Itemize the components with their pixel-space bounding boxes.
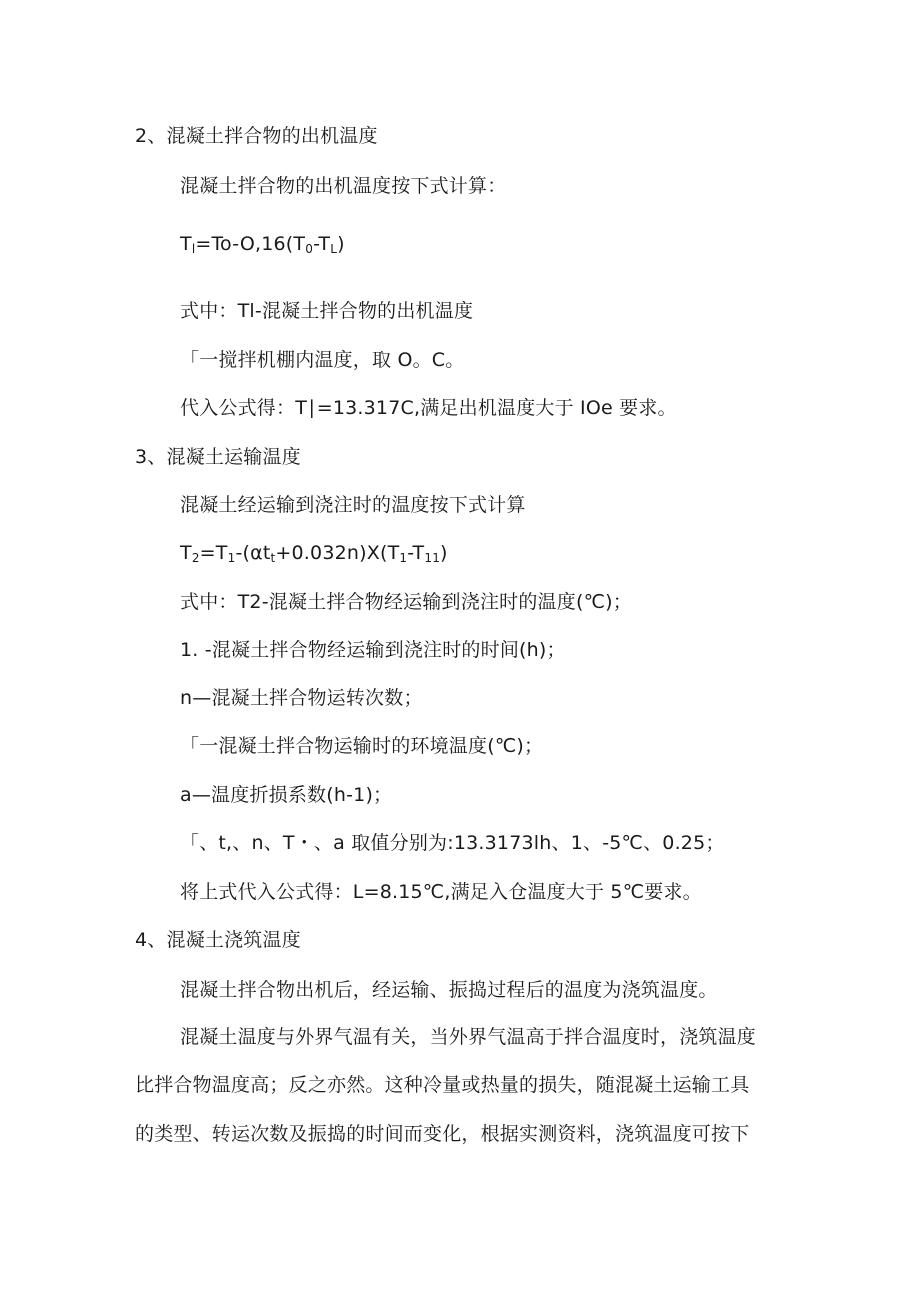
section-3-item-2: n—混凝土拌合物运转次数； (180, 687, 423, 709)
section-3-formula (180, 541, 448, 565)
formula-subscript: 11 (424, 551, 441, 565)
section-2-item-1: 「一搅拌机棚内温度，取 O。C。 (180, 349, 465, 371)
section-3-result: 将上式代入公式得：L=8.15℃,满足入仓温度大于 5℃要求。 (180, 881, 702, 903)
formula-text: =To-O,16(T (195, 233, 306, 255)
formula-text: -T (313, 233, 331, 255)
section-3-item-1: 1. -混凝土拌合物经运输到浇注时的时间(h)； (180, 639, 566, 661)
section-2-where: 式中：Tl-混凝土拌合物的出机温度 (180, 300, 474, 322)
formula-subscript: 1 (399, 551, 408, 565)
formula-text: +0.032n)X(T (275, 542, 400, 564)
formula-subscript: 2 (191, 551, 200, 565)
section-2-heading: 2、混凝土拌合物的出机温度 (135, 125, 378, 147)
section-4-heading: 4、混凝土浇筑温度 (135, 929, 301, 951)
section-3-item-3: 「一混凝土拌合物运输时的环境温度(℃)； (180, 735, 544, 757)
formula-text: ) (337, 233, 345, 255)
section-3-intro: 混凝土经运输到浇注时的温度按下式计算 (180, 494, 526, 516)
section-2-result: 代入公式得：T∣=13.317C,满足出机温度大于 IOe 要求。 (180, 397, 677, 419)
section-4-paragraph-2-line-3: 的类型、转运次数及振捣的时间而变化，根据实测资料，浇筑温度可按下 (135, 1123, 750, 1145)
formula-subscript: L (330, 242, 338, 256)
formula-subscript: 1 (227, 551, 236, 565)
formula-text: =T (199, 542, 228, 564)
formula-subscript: 0 (305, 242, 314, 256)
section-2-formula (180, 232, 345, 256)
formula-text: ) (440, 542, 448, 564)
formula-text: T (180, 233, 192, 255)
formula-text: -(αt (235, 542, 271, 564)
section-4-paragraph-2-line-2: 比拌合物温度高；反之亦然。这种冷量或热量的损失，随混凝土运输工具 (135, 1074, 750, 1096)
formula-subscript: l (191, 242, 196, 256)
section-3-where: 式中：T2-混凝土拌合物经运输到浇注时的温度(℃)； (180, 591, 632, 613)
formula-text: T (180, 542, 192, 564)
section-4-paragraph-2-line-1: 混凝土温度与外界气温有关，当外界气温高于拌合温度时，浇筑温度 (180, 1026, 757, 1048)
formula-text: -T (407, 542, 425, 564)
section-4-paragraph-1: 混凝土拌合物出机后，经运输、振捣过程后的温度为浇筑温度。 (180, 979, 718, 1001)
section-3-item-4: a—温度折损系数(h-1)； (180, 784, 393, 806)
section-3-heading: 3、混凝土运输温度 (135, 446, 301, 468)
section-2-intro: 混凝土拌合物的出机温度按下式计算： (180, 175, 507, 197)
section-3-values: 「、t,、n、T・、a 取值分别为:13.3173lh、1、-5℃、0.25； (180, 832, 725, 854)
formula-subscript: t (270, 551, 276, 565)
